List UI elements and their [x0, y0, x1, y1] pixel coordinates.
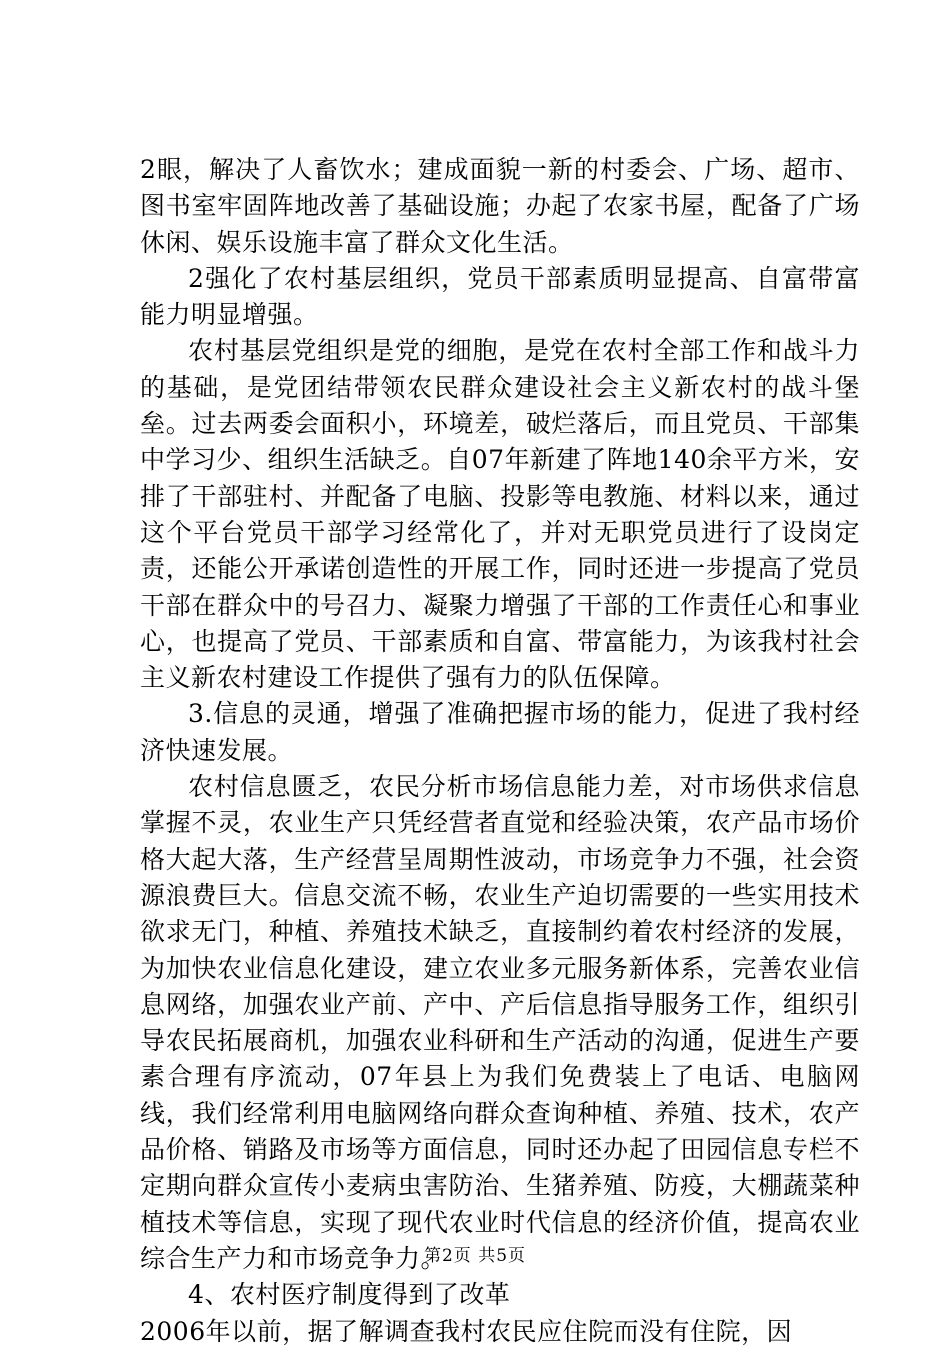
- page-number-footer: 第2页 共5页: [423, 1246, 527, 1266]
- heading-grassroots-organization: 2强化了农村基层组织，党员干部素质明显提高、自富带富能力明显增强。: [140, 263, 860, 330]
- heading-information-market: 3.信息的灵通，增强了准确把握市场的能力，促进了我村经济快速发展。: [140, 699, 860, 765]
- paragraph-medical: 2006年以前，据了解调查我村农民应住院而没有住院，因: [140, 1316, 793, 1346]
- paragraph-infrastructure: 2眼，解决了人畜饮水；建成面貌一新的村委会、广场、超市、图书室牢固阵地改善了基础设施；办起了农家书屋，配备了广场休闲、娱乐设施丰富了群众文化生活。: [140, 155, 860, 257]
- heading-medical-reform: 4、农村医疗制度得到了改革: [188, 1280, 511, 1310]
- paragraph-party-organization: 农村基层党组织是党的细胞，是党在农村全部工作和战斗力的基础，是党团结带领农民群众建设社会主义新农村的战斗堡垒。过去两委会面积小，环境差，破烂落后，而且党员、干部集中学习少、组织生活缺乏。自07年新建了阵地140余平方米，安排了干部驻村、并配备了电脑、投影等电教施、材料以来，通过这个平台党员干部学习经常化了，并对无职党员进行了设岗定责，还能公开承诺创造性的开展工作，同时还进一步提高了党员干部在群众中的号召力、凝聚力增强了干部的工作责任心和事业心，也提高了党员、干部素质和自富、带富能力，为该我村社会主义新农村建设工作提供了强有力的队伍保障。: [140, 336, 860, 693]
- paragraph-information: 农村信息匮乏，农民分析市场信息能力差，对市场供求信息掌握不灵，农业生产只凭经营者直觉和经验决策，农产品市场价格大起大落，生产经营呈周期性波动，市场竞争力不强，社会资源浪费巨大。信息交流不畅，农业生产迫切需要的一些实用技术欲求无门，种植、养殖技术缺乏，直接制约着农村经济的发展，为加快农业信息化建设，建立农业多元服务新体系，完善农业信息网络，加强农业产前、产中、产后信息指导服务工作，组织引导农民拓展商机，加强农业科研和生产活动的沟通，促进生产要素合理有序流动，07年县上为我们免费装上了电话、电脑网线，我们经常利用电脑网络向群众查询种植、养殖、技术，农产品价格、销路及市场等方面信息，同时还办起了田园信息专栏不定期向群众宣传小麦病虫害防治、生猪养殖、防疫，大棚蔬菜种植技术等信息，实现了现代农业时代信息的经济价值，提高农业综合生产力和市场竞争力。: [140, 772, 860, 1273]
- document-body: [140, 152, 860, 1350]
